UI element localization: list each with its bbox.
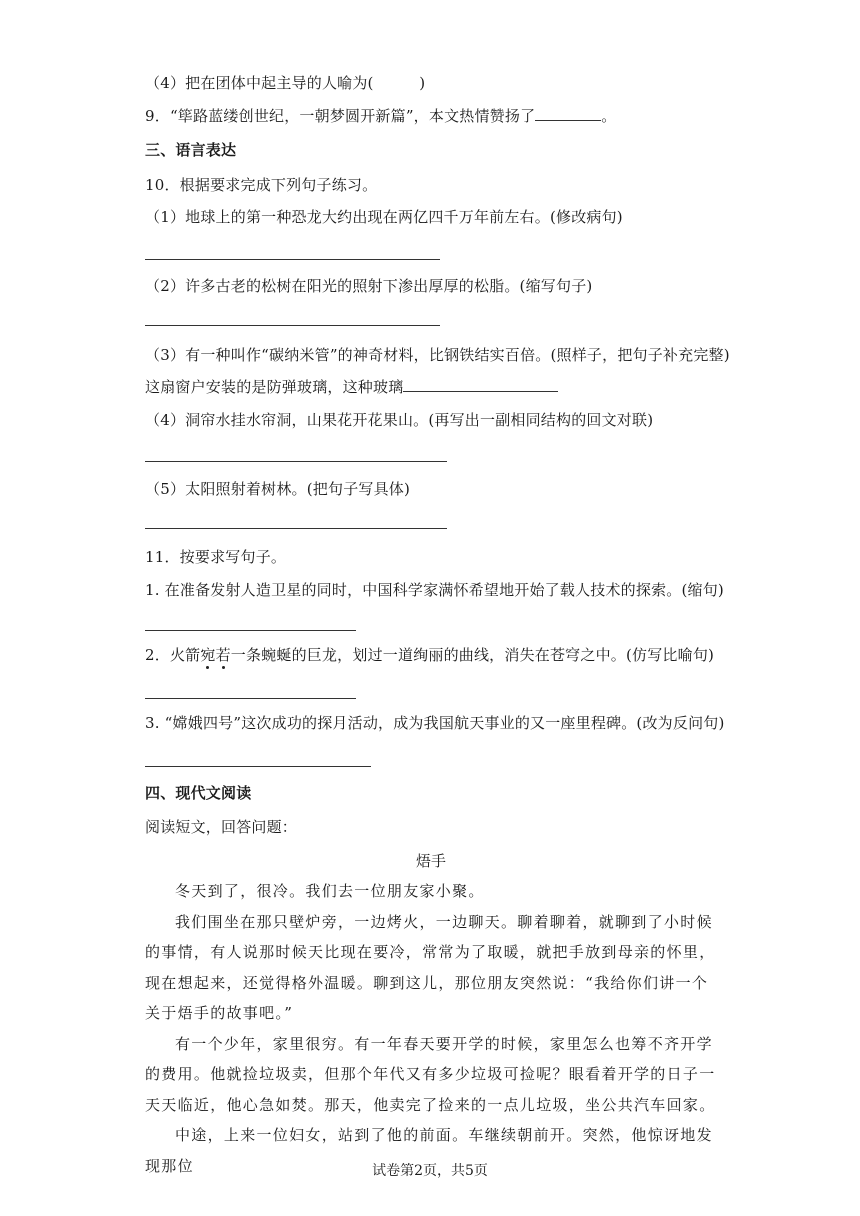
question-10-1: （1）地球上的第一种恐龙大约出现在两亿四千万年前左右。(修改病句) bbox=[145, 208, 623, 226]
question-10-3-sentence bbox=[145, 377, 558, 397]
question-10-4: （4）洞帘水挂水帘洞，山果花开花果山。(再写出一副相同结构的回文对联) bbox=[145, 411, 654, 429]
passage-paragraph-1: 冬天到了，很冷。我们去一位朋友家小聚。 bbox=[175, 882, 485, 900]
question-10-2: （2）许多古老的松树在阳光的照射下渗出厚厚的松脂。(缩写句子) bbox=[145, 277, 593, 295]
question-11-3: 3. “嫦娥四号”这次成功的探月活动，成为我国航天事业的又一座里程碑。(改为反问句) bbox=[145, 714, 725, 732]
question-10-3-prompt: 这扇窗户安装的是防弹玻璃，这种玻璃 bbox=[145, 378, 404, 396]
answer-blank-9[interactable] bbox=[535, 106, 601, 121]
question-11-2-emphasis bbox=[200, 646, 230, 664]
passage-body bbox=[145, 876, 717, 1181]
page-footer: 试卷第2页，共5页 bbox=[372, 1163, 488, 1179]
passage-title: 焐手 bbox=[415, 852, 446, 870]
question-11: 11．按要求写句子。 bbox=[145, 548, 287, 566]
question-11-2-rest: 一条蜿蜒的巨龙，划过一道绚丽的曲线，消失在苍穹之中。(仿写比喻句) bbox=[230, 646, 715, 664]
question-11-1: 1. 在准备发射人造卫星的同时，中国科学家满怀希望地开始了载人技术的探索。(缩句) bbox=[145, 581, 724, 599]
answer-line-11-3[interactable] bbox=[145, 766, 371, 767]
answer-line-10-2[interactable] bbox=[145, 325, 440, 326]
emphasis-char-1: 宛 bbox=[200, 646, 216, 664]
question-11-2-start: 2．火箭 bbox=[145, 646, 201, 664]
question-11-2 bbox=[145, 645, 714, 665]
answer-line-11-1[interactable] bbox=[145, 630, 356, 631]
reading-instructions: 阅读短文，回答问题： bbox=[145, 818, 298, 836]
question-8-4: （4）把在团体中起主导的人喻为( ) bbox=[145, 74, 426, 92]
answer-line-10-1[interactable] bbox=[145, 259, 440, 260]
answer-line-11-2[interactable] bbox=[145, 698, 356, 699]
question-10: 10．根据要求完成下列句子练习。 bbox=[145, 176, 378, 194]
answer-line-10-5[interactable] bbox=[145, 528, 447, 529]
question-9-end: 。 bbox=[601, 107, 617, 125]
answer-line-10-4[interactable] bbox=[145, 461, 447, 462]
section-4-heading: 四、现代文阅读 bbox=[145, 784, 252, 802]
question-9 bbox=[145, 106, 617, 126]
question-9-text: 9．“筚路蓝缕创世纪，一朝梦圆开新篇”，本文热情赞扬了 bbox=[145, 107, 536, 125]
passage-paragraph-2: 我们围坐在那只壁炉旁，一边烤火，一边聊天。聊着聊着，就聊到了小时候的事情，有人说那时候天比现在要冷，常常为了取暖，就把手放到母亲的怀里，现在想起来，还觉得格外温暖。聊到这儿，那位朋友突然说：“我给你们讲一个关于焐手的故事吧。” bbox=[145, 912, 716, 1022]
emphasis-char-2: 若 bbox=[215, 646, 231, 664]
answer-blank-10-3[interactable] bbox=[403, 377, 558, 392]
passage-paragraph-4: 中途，上来一位妇女，站到了他的前面。车继续朝前开。突然，他惊讶地发现那位 bbox=[145, 1126, 713, 1175]
question-10-3: （3）有一种叫作“碳纳米管”的神奇材料，比钢铁结实百倍。(照样子，把句子补充完整) bbox=[145, 346, 730, 364]
question-10-5: （5）太阳照射着树林。(把句子写具体) bbox=[145, 480, 411, 498]
passage-paragraph-3: 有一个少年，家里很穷。有一年春天要开学的时候，家里怎么也筹不齐开学的费用。他就捡垃圾卖，但那个年代又有多少垃圾可捡呢？眼看着开学的日子一天天临近，他心急如焚。那天，他卖完了捡来的一点儿垃圾，坐公共汽车回家。 bbox=[145, 1034, 716, 1114]
section-3-heading: 三、语言表达 bbox=[145, 141, 237, 159]
